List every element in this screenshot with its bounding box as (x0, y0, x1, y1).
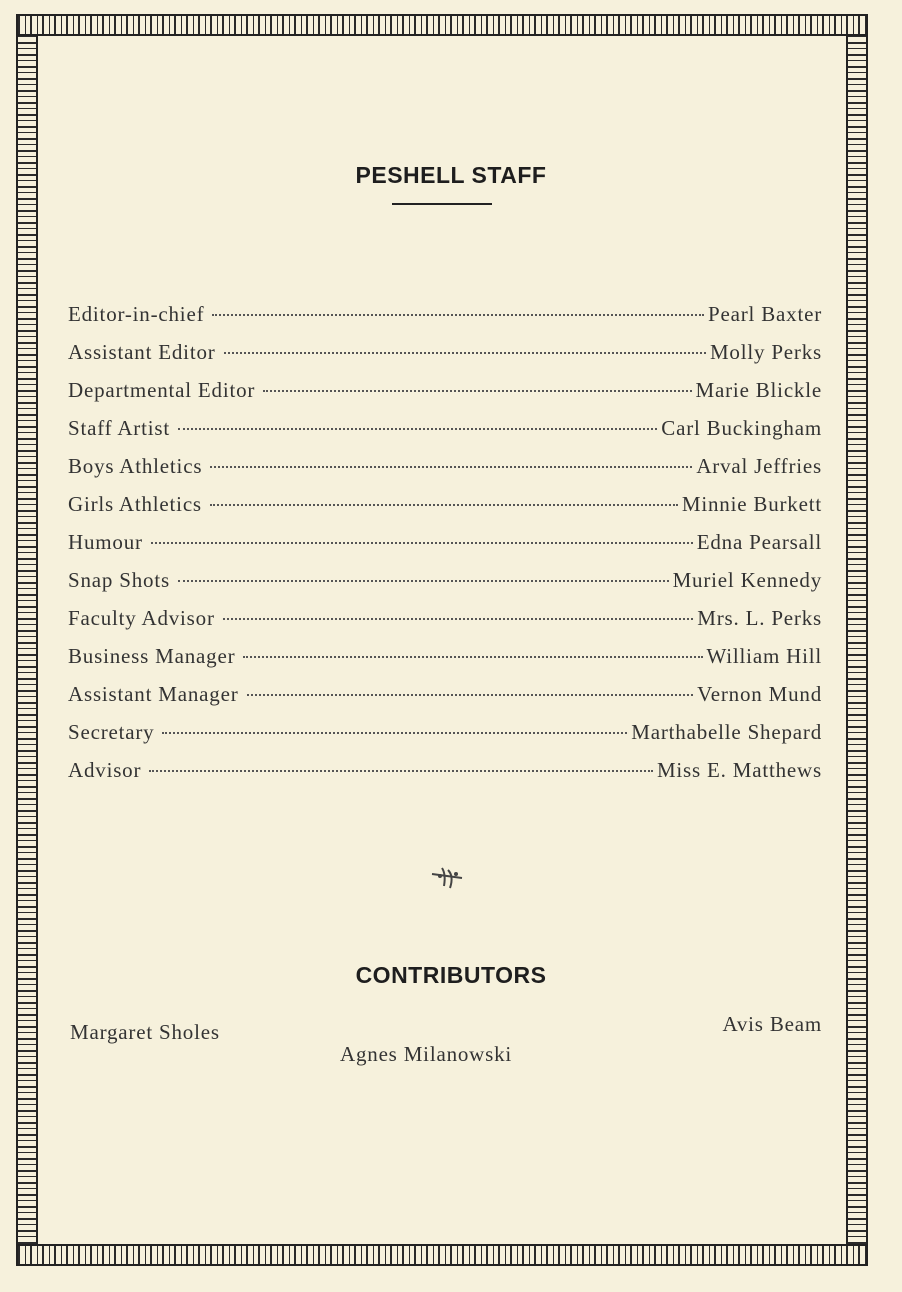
leader-dots (210, 466, 692, 468)
staff-row (68, 340, 822, 378)
staff-row (68, 530, 822, 568)
staff-row (68, 720, 822, 758)
staff-name: Marie Blickle (695, 378, 822, 402)
staff-name: Mrs. L. Perks (697, 606, 822, 630)
staff-name: Minnie Burkett (681, 492, 822, 516)
staff-row (68, 454, 822, 492)
leader-dots (243, 656, 702, 658)
staff-row (68, 416, 822, 454)
contributor-name: Avis Beam (722, 1012, 822, 1036)
staff-name: Marthabelle Shepard (631, 720, 822, 744)
staff-name: Edna Pearsall (696, 530, 822, 554)
staff-role: Faculty Advisor (68, 606, 215, 630)
staff-row (68, 568, 822, 606)
leader-dots (178, 428, 657, 430)
staff-role: Advisor (68, 758, 142, 782)
leader-dots (162, 732, 627, 734)
staff-row (68, 606, 822, 644)
leader-dots (149, 770, 653, 772)
staff-name: Carl Buckingham (661, 416, 822, 440)
staff-row (68, 682, 822, 720)
contributor-name: Agnes Milanowski (340, 1042, 513, 1066)
ornamental-border-top (18, 16, 866, 36)
staff-role: Editor-in-chief (68, 302, 205, 326)
staff-role: Girls Athletics (68, 492, 202, 516)
leaf-ornament-icon (428, 864, 468, 892)
staff-name: Molly Perks (709, 340, 822, 364)
staff-role: Assistant Manager (68, 682, 239, 706)
leader-dots (178, 580, 669, 582)
staff-row (68, 378, 822, 416)
staff-role: Business Manager (68, 644, 236, 668)
staff-name: Pearl Baxter (708, 302, 822, 326)
staff-role: Assistant Editor (68, 340, 216, 364)
staff-name: Miss E. Matthews (656, 758, 822, 782)
ornamental-border-bottom (18, 1244, 866, 1264)
leader-dots (247, 694, 694, 696)
staff-role: Snap Shots (68, 568, 170, 592)
staff-list (68, 302, 822, 796)
staff-row (68, 302, 822, 340)
staff-role: Staff Artist (68, 416, 170, 440)
staff-role: Departmental Editor (68, 378, 256, 402)
staff-row (68, 758, 822, 796)
contributor-name: Margaret Sholes (70, 1020, 220, 1044)
staff-role: Secretary (68, 720, 155, 744)
staff-heading: PESHELL STAFF (355, 162, 547, 188)
leader-dots (210, 504, 678, 506)
staff-name: Arval Jeffries (696, 454, 822, 478)
leader-dots (224, 352, 706, 354)
leader-dots (223, 618, 694, 620)
staff-name: William Hill (706, 644, 822, 668)
staff-role: Boys Athletics (68, 454, 203, 478)
staff-row (68, 492, 822, 530)
ornamental-border-right (846, 36, 866, 1244)
staff-role: Humour (68, 530, 143, 554)
leader-dots (263, 390, 691, 392)
ornamental-border-left (18, 36, 38, 1244)
contributors-heading: CONTRIBUTORS (355, 962, 547, 988)
heading-underline (392, 203, 492, 205)
staff-row (68, 644, 822, 682)
staff-name: Muriel Kennedy (672, 568, 822, 592)
staff-name: Vernon Mund (697, 682, 822, 706)
leader-dots (151, 542, 693, 544)
leader-dots (212, 314, 704, 316)
